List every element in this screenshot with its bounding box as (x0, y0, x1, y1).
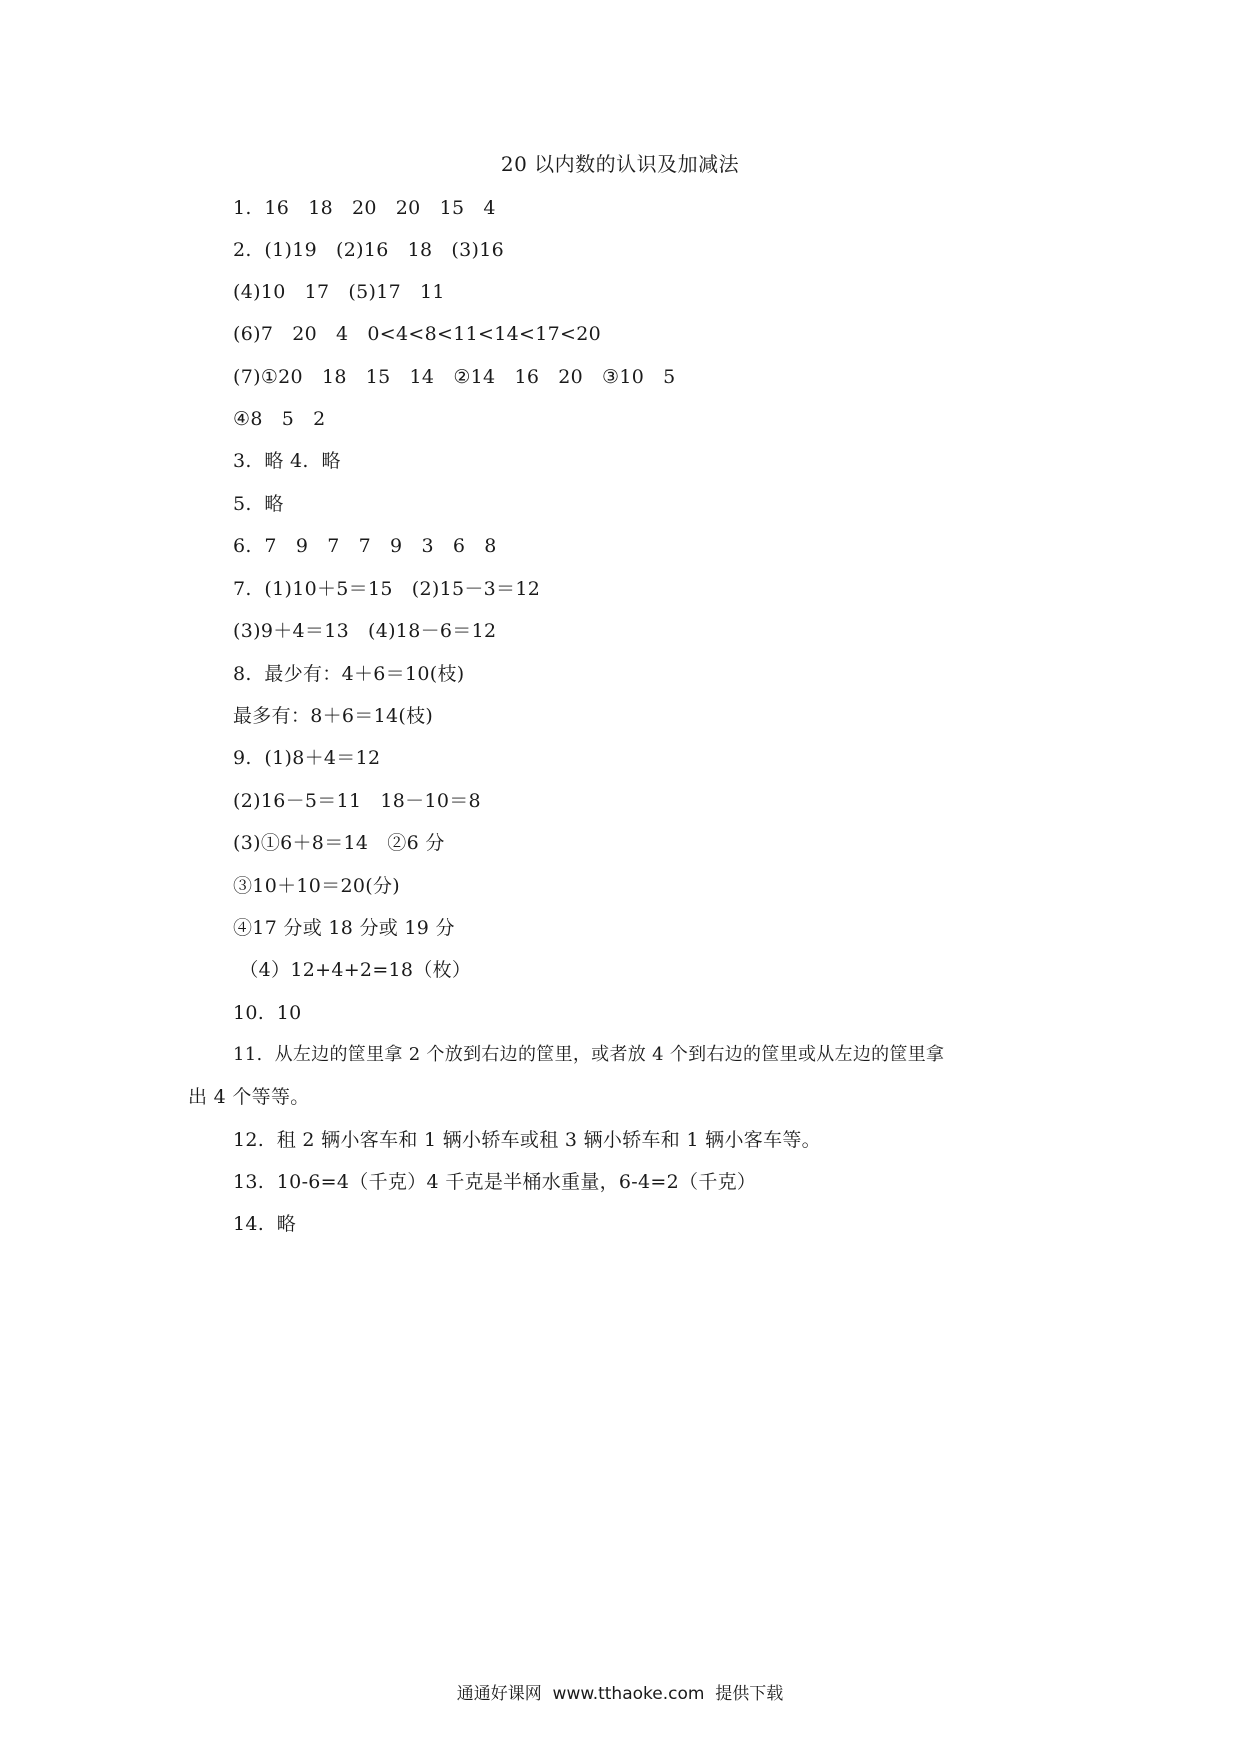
answer-line-6: ④8 5 2 (233, 408, 326, 430)
answer-line-24: 13. 10-6=4（千克）4 千克是半桶水重量，6-4=2（千克） (233, 1171, 757, 1193)
answer-line-15: (2)16－5＝11 18－10＝8 (233, 790, 481, 812)
answer-line-16: (3)①6＋8＝14 ②6 分 (233, 832, 445, 854)
answer-line-3: (4)10 17 (5)17 11 (233, 281, 445, 303)
answer-line-2: 2. (1)19 (2)16 18 (3)16 (233, 239, 505, 261)
answer-line-10: 7. (1)10＋5＝15 (2)15－3＝12 (233, 578, 541, 600)
answer-line-20: 10. 10 (233, 1002, 302, 1024)
answer-line-1: 1. 16 18 20 20 15 4 (233, 197, 496, 219)
answer-line-17: ③10＋10＝20(分) (233, 875, 400, 897)
answer-line-11: (3)9＋4＝13 (4)18－6＝12 (233, 620, 497, 642)
answer-line-4: (6)7 20 4 0<4<8<11<14<17<20 (233, 323, 602, 345)
answer-line-8: 5. 略 (233, 493, 284, 515)
answer-line-14: 9. (1)8＋4＝12 (233, 747, 381, 769)
page-title: 20 以内数的认识及加减法 (500, 152, 740, 176)
answer-line-5: (7)①20 18 15 14 ②14 16 20 ③10 5 (233, 366, 676, 388)
answer-line-25: 14. 略 (233, 1213, 297, 1235)
footer-download-notice: 通通好课网 www.tthaoke.com 提供下载 (456, 1684, 784, 1704)
answer-line-12: 8. 最少有：4＋6＝10(枝) (233, 663, 465, 685)
answer-line-18: ④17 分或 18 分或 19 分 (233, 917, 455, 939)
answer-line-19: （4）12+4+2=18（枚） (233, 959, 472, 981)
answer-line-7: 3. 略 4. 略 (233, 450, 341, 472)
answer-line-9: 6. 7 9 7 7 9 3 6 8 (233, 535, 497, 557)
answer-line-13: 最多有：8＋6＝14(枝) (233, 705, 434, 727)
answer-line-22: 出 4 个等等。 (188, 1086, 310, 1108)
answer-line-23: 12. 租 2 辆小客车和 1 辆小轿车或租 3 辆小轿车和 1 辆小客车等。 (233, 1129, 821, 1151)
answer-line-21: 11. 从左边的筐里拿 2 个放到右边的筐里，或者放 4 个到右边的筐里或从左边的筐里拿 (233, 1044, 945, 1065)
